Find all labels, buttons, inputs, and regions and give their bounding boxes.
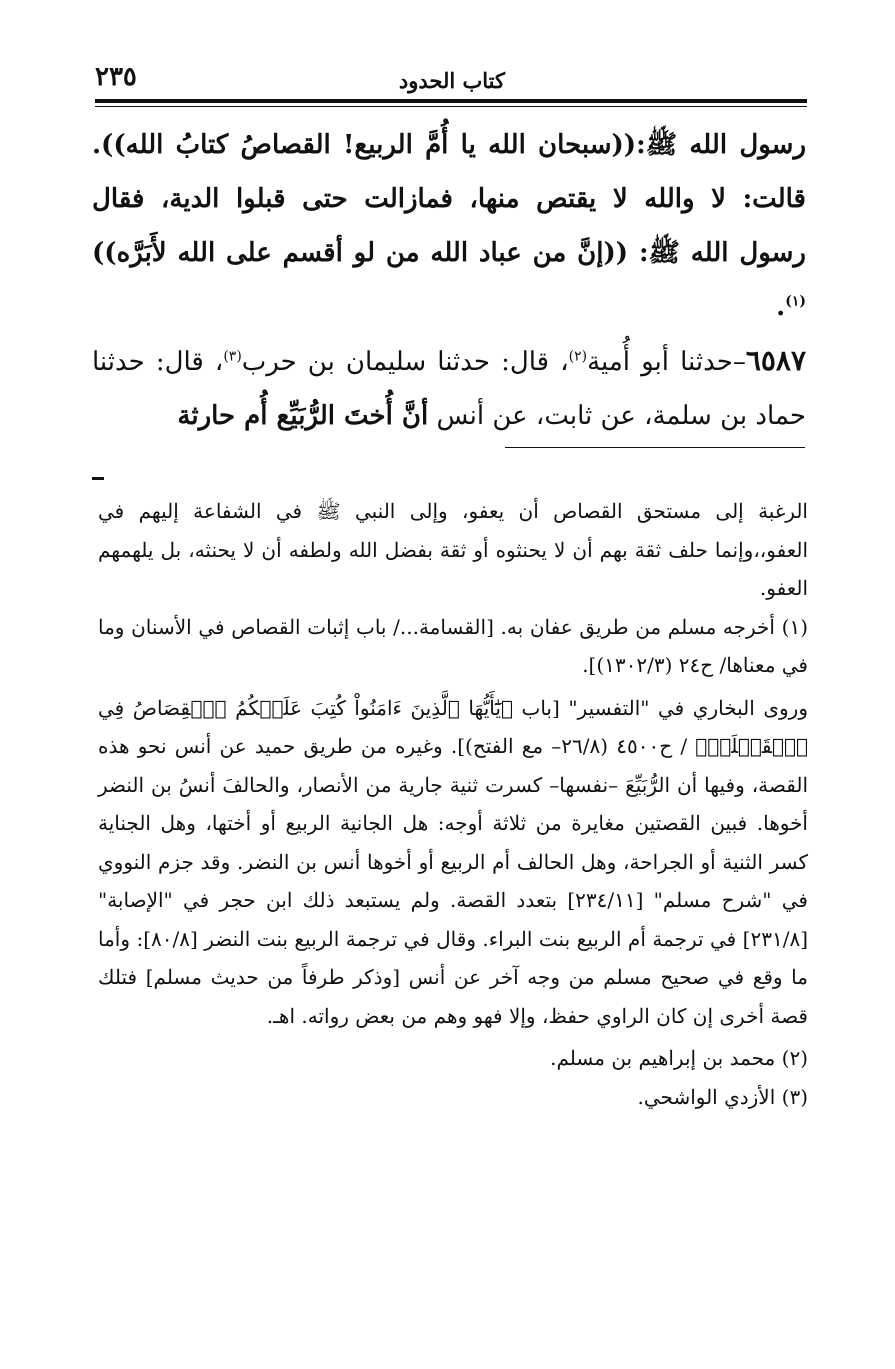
footnote-ref-2: (٢)	[568, 348, 588, 365]
footnote-ref-3: (٣)	[223, 348, 242, 365]
hadith-paragraph-1	[92, 118, 806, 334]
isnad-part-c: ، قال: حدثنا حماد بن سلمة، عن ثابت، عن أنس	[92, 347, 806, 431]
page-header	[95, 60, 805, 100]
header-rule-thick	[95, 99, 807, 103]
footnotes	[98, 492, 808, 1116]
hadith-text-1-end: .	[776, 292, 786, 322]
footnote-1-continued: وروى البخاري في "التفسير" [باب ﴿يَٰٓأَيُّهَا ٱلَّذِينَ ءَامَنُواْ كُتِبَ عَلَيۡكُمُ ٱلۡقِصَاصُ فِي ٱلۡقَتۡلَىۖ﴾ / ح٤٥٠٠ (٢٦/٨– مع الفتح)]. وغيره من طريق حميد عن أنس نحو هذه القصة، وفيها أن الرُّبَيِّعَ –نفسها– كسرت ثنية جارية من الأنصار، والحالفَ أنسُ بن النضر أخوها. فبين القصتين مغايرة من ثلاثة أوجه: هل الجانية الربيع أو أختها، وهل الجناية كسر الثنية أو الجراحة، وهل الحالف أم الربيع أو أخوها أنس بن النضر. وقد جزم النووي في "شرح مسلم" [٢٣٤/١١] بتعدد القصة. ولم يستبعد ذلك ابن حجر في "الإصابة" [٢٣١/٨] في ترجمة أم الربيع بنت البراء. وقال في ترجمة الربيع بنت النضر [٨٠/٨]: وأما ما وقع في صحيح مسلم من وجه آخر عن أنس [وذكر طرفاً من حديث مسلم] فتلك قصة أخرى إن كان الراوي حفظ، وإلا فهو وهم من بعض رواته. اهـ.	[98, 695, 809, 1028]
isnad-part-b: ، قال: حدثنا سليمان بن حرب	[241, 347, 569, 377]
page-number: ٢٣٥	[95, 62, 137, 92]
footnote-2: (٢) محمد بن إبراهيم بن مسلم.	[550, 1046, 808, 1070]
footnote-separator	[505, 447, 805, 448]
continuation-dash	[92, 477, 104, 480]
footnote-3: (٣) الأزدي الواشحي.	[637, 1084, 808, 1109]
isnad-part-a: –حدثنا أبو أُمية	[587, 347, 746, 377]
hadith-text-1: رسول الله ﷺ:((سبحان الله يا أُمَّ الربيع! القصاصُ كتابُ الله)). قالت: لا والله لا يقتص منها، فمازالت حتى قبلوا الدية، فقال رسول الله ﷺ: ((إنَّ من عباد الله من لو أقسم على الله لأَبَرَّه))	[92, 130, 806, 268]
hadith-paragraph-2	[92, 334, 806, 443]
main-text	[92, 118, 806, 443]
matn-start: أنَّ أُختَ الرُّبَيِّع أُم حارثة	[177, 401, 429, 431]
footnote-1: (١) أخرجه مسلم من طريق عفان به. [القسامة.../ باب إثبات القصاص في الأسنان وما في معناها/ ح٢٤ (١٣٠٢/٣)].	[98, 614, 808, 677]
footnote-ref-1: (١)	[785, 293, 806, 310]
header-rule-thin	[95, 106, 807, 107]
footnote-continuation: الرغبة إلى مستحق القصاص أن يعفو، وإلى النبي ﷺ في الشفاعة إليهم في العفو،،وإنما حلف ثقة بهم أن لا يحنثوه أو ثقة بفضل الله ولطفه أن لا يحنثه، بل يلهمهم العفو.	[98, 499, 808, 600]
chapter-title: كتاب الحدود	[398, 68, 505, 93]
hadith-number: ٦٥٨٧	[745, 344, 806, 377]
